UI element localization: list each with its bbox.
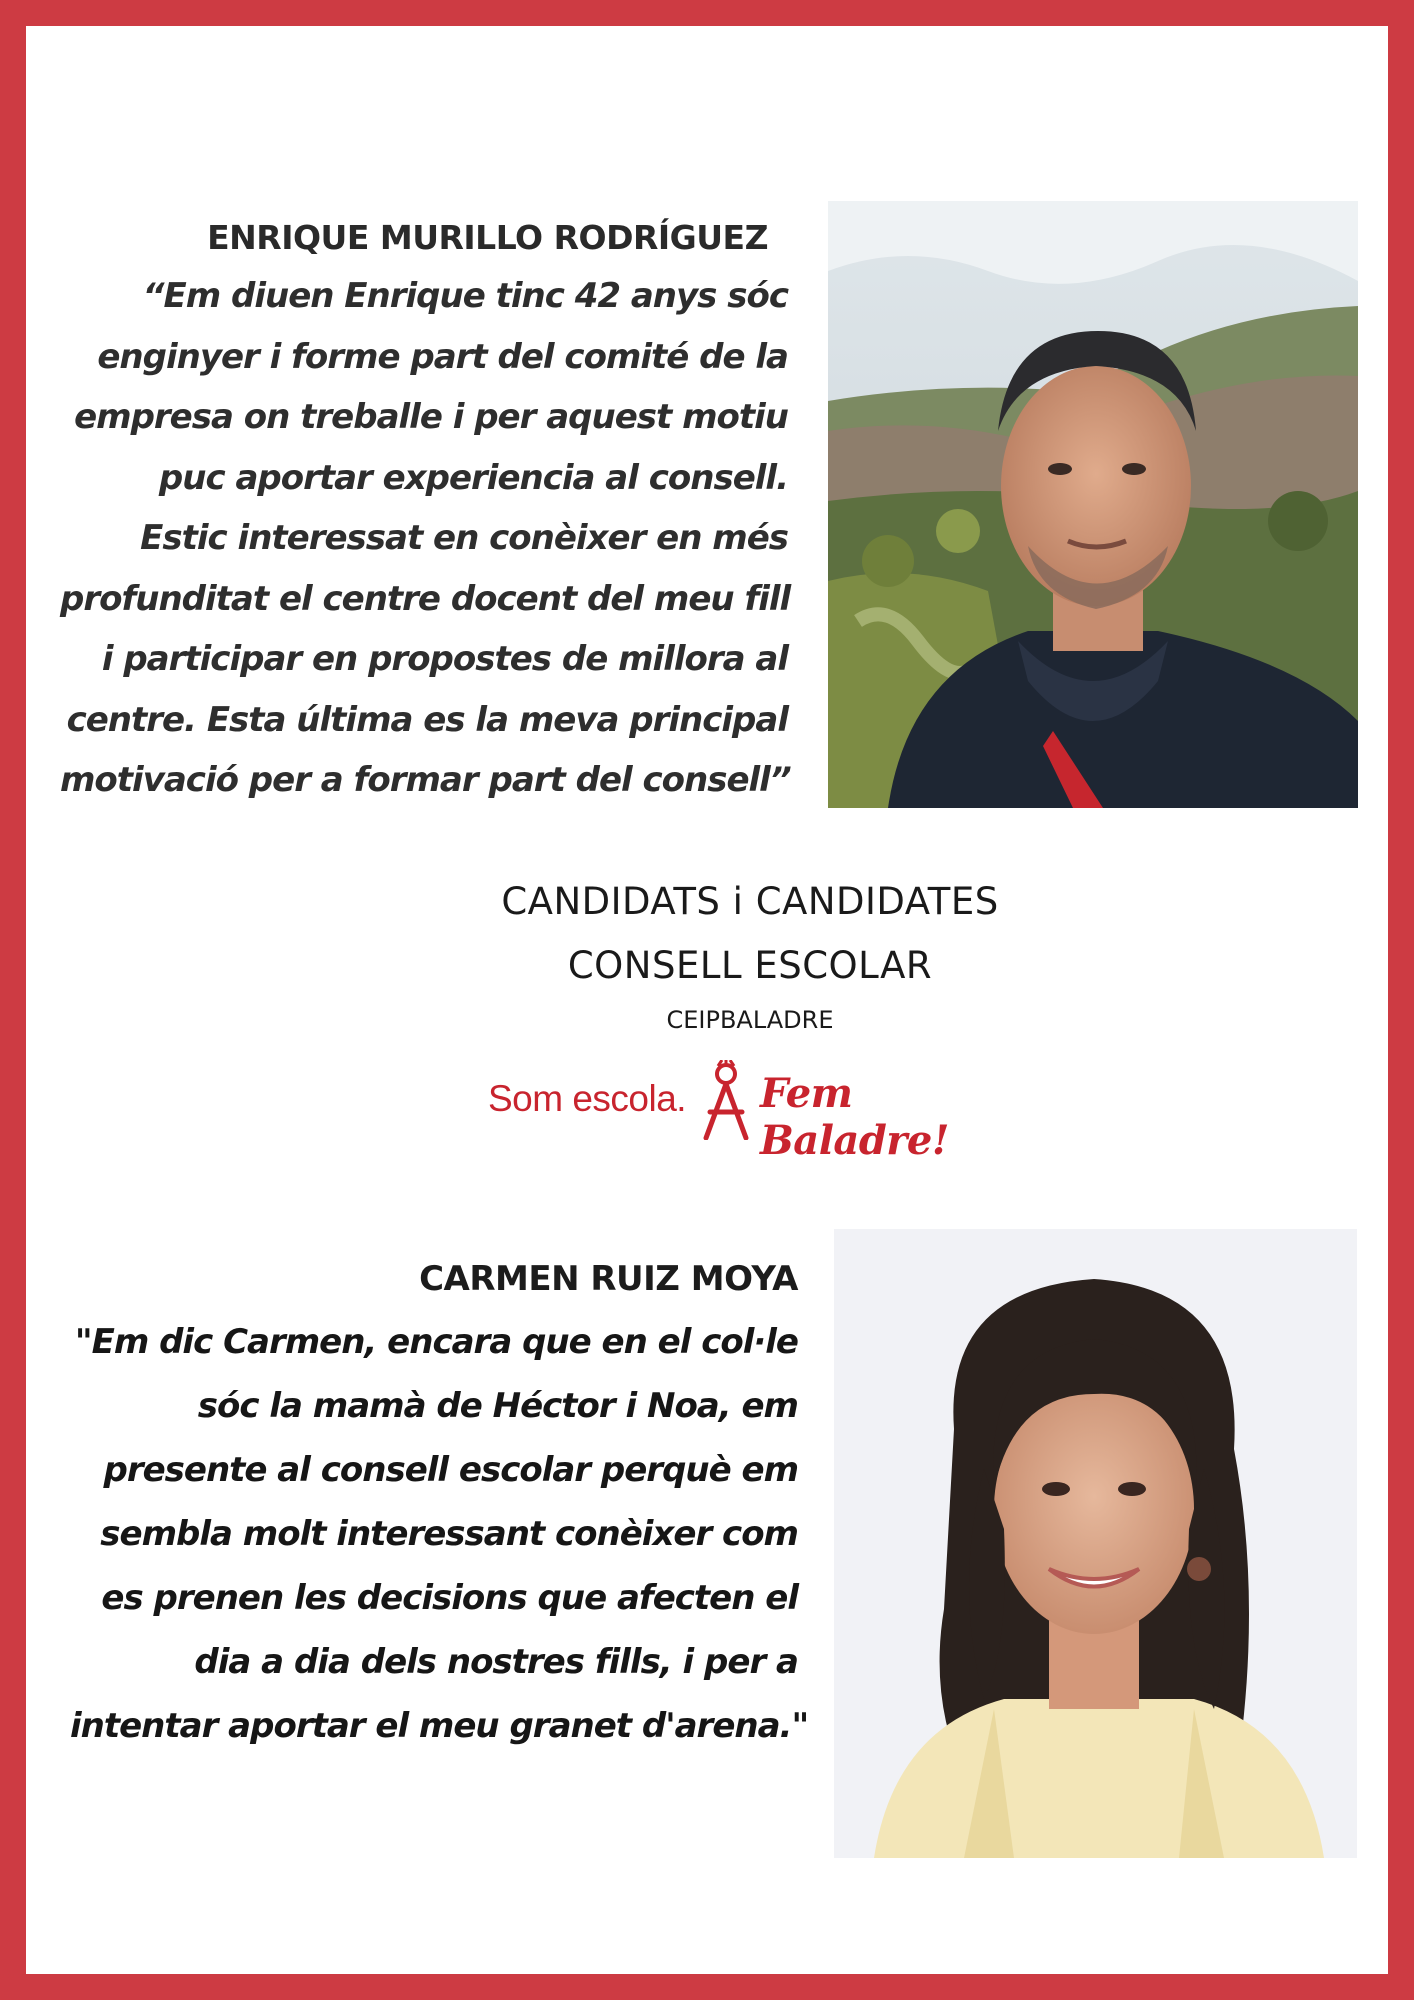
candidate-2-photo xyxy=(834,1229,1357,1858)
school-logo xyxy=(488,1060,1008,1164)
candidate-2-name: CARMEN RUIZ MOYA xyxy=(419,1259,798,1299)
quote-line: intentar aportar el meu granet d'arena." xyxy=(70,1706,809,1746)
quote-line: “Em diuen Enrique tinc 42 anys sóc xyxy=(142,276,788,316)
page-title: CANDIDATS i CANDIDATES xyxy=(501,880,999,923)
quote-line: dia a dia dels nostres fills, i per a xyxy=(194,1642,798,1682)
candidate-2-quote xyxy=(70,1310,809,1758)
candidate-2-text xyxy=(70,1248,809,1758)
quote-line: sembla molt interessant conèixer com xyxy=(100,1514,798,1554)
quote-line: i participar en propostes de millora al xyxy=(101,639,788,679)
quote-line: centre. Esta última es la meva principal xyxy=(66,699,788,740)
candidate-1-name: ENRIQUE MURILLO RODRÍGUEZ xyxy=(207,218,768,257)
logo-text-right: Fem Baladre! xyxy=(760,1070,949,1164)
candidate-1-text xyxy=(60,210,790,811)
quote-line: "Em dic Carmen, encara que en el col·le xyxy=(74,1322,798,1362)
candidate-1-photo xyxy=(828,201,1358,808)
quote-line: presente al consell escolar perquè em xyxy=(103,1450,798,1490)
page-subtitle: CONSELL ESCOLAR xyxy=(567,944,933,987)
quote-line: motivació per a formar part del consell” xyxy=(60,760,791,800)
logo-text-left: Som escola. xyxy=(488,1078,687,1119)
title-block xyxy=(350,870,1150,1040)
quote-line: profunditat el centre docent del meu fill xyxy=(60,578,791,619)
quote-line: puc aportar experiencia al consell. xyxy=(158,457,788,498)
quote-line: sóc la mamà de Héctor i Noa, em xyxy=(197,1386,798,1426)
quote-line: Estic interessat en conèixer en més xyxy=(140,518,788,558)
candidate-1-quote xyxy=(60,266,790,811)
logo-figure-icon xyxy=(698,1060,754,1140)
school-name: CEIPBALADRE xyxy=(666,1006,834,1034)
quote-line: enginyer i forme part del comité de la xyxy=(97,336,788,377)
quote-line: empresa on treballe i per aquest motiu xyxy=(74,397,788,437)
quote-line: es prenen les decisions que afecten el xyxy=(101,1578,798,1618)
